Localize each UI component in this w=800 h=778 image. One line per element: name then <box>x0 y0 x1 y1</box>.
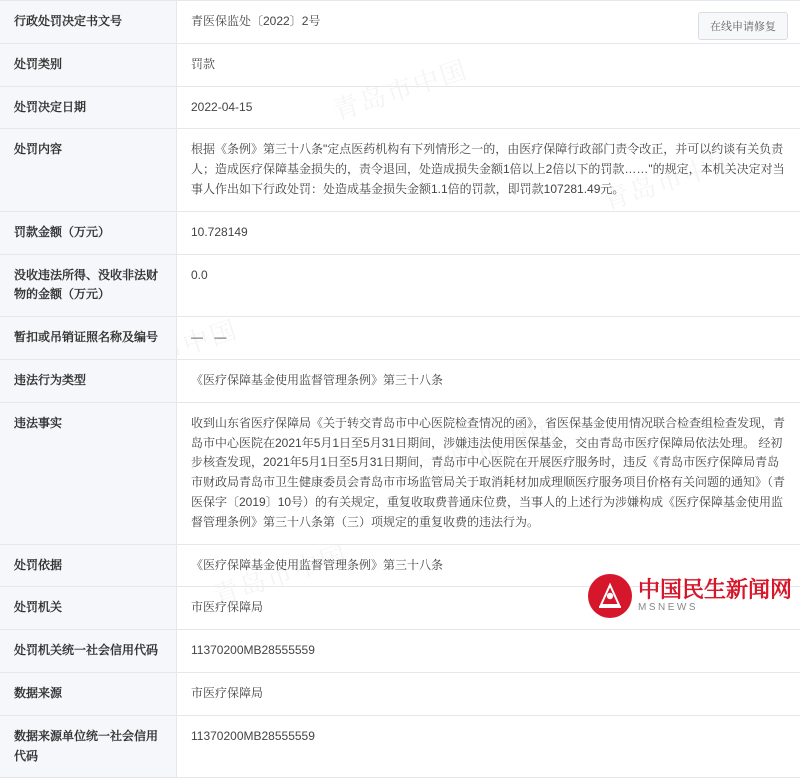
row-value: 根据《条例》第三十八条"定点医药机构有下列情形之一的，由医疗保障行政部门责令改正，并可以约谈有关负责人；造成医疗保障基金损失的，责令退回，处造成损失金额1倍以上2倍以下的罚款……"的规定，本机关决定对当事人作出如下行政处罚：处造成基金损失金额1.1倍的罚款，即罚款107281.49元。 <box>177 129 800 211</box>
table-row <box>0 211 800 254</box>
row-label: 处罚依据 <box>0 544 177 587</box>
row-label: 数据来源单位统一社会信用代码 <box>0 715 177 778</box>
row-value: 《医疗保障基金使用监督管理条例》第三十八条 <box>177 544 800 587</box>
row-value: 市医疗保障局 <box>177 587 800 630</box>
row-value: 10.728149 <box>177 211 800 254</box>
table-row <box>0 402 800 544</box>
row-value: 《医疗保障基金使用监督管理条例》第三十八条 <box>177 359 800 402</box>
site-logo <box>588 574 792 618</box>
row-value: 2022-04-15 <box>177 86 800 129</box>
row-label: 没收违法所得、没收非法财物的金额（万元） <box>0 254 177 317</box>
table-row <box>0 129 800 211</box>
table-row <box>0 254 800 317</box>
row-value: 11370200MB28555559 <box>177 715 800 778</box>
table-row <box>0 86 800 129</box>
row-label: 暂扣或吊销证照名称及编号 <box>0 317 177 360</box>
row-value: — — <box>177 317 800 360</box>
row-label: 数据来源 <box>0 672 177 715</box>
online-repair-apply-button[interactable]: 在线申请修复 <box>698 12 788 40</box>
table-row <box>0 630 800 673</box>
logo-text-en: MSNEWS <box>638 603 792 614</box>
table-row <box>0 43 800 86</box>
row-value: 收到山东省医疗保障局《关于转交青岛市中心医院检查情况的函》，省医保基金使用情况联合检查组检查发现，青岛市中心医院在2021年5月1日至5月31日期间，涉嫌违法使用医保基金，交由青岛市医疗保障局依法处理。 经初步核查发现，2021年5月1日至5月31日期间，青岛市中心医院在开展医疗服务时，违反《青岛市医疗保障局青岛市财政局青岛市卫生健康委员会青岛市市场监管局关于取消耗材加成理顺医疗服务项目价格有关问题的通知》（青医保字〔2019〕10号）的有关规定，重复收取费普通床位费，当事人的上述行为涉嫌构成《医疗保障基金使用监督管理条例》第三十八条第（三）项规定的重复收费的违法行为。 <box>177 402 800 544</box>
row-label: 处罚机关 <box>0 587 177 630</box>
logo-text-block <box>638 578 792 614</box>
row-value: 青医保监处〔2022〕2号 <box>177 1 800 44</box>
table-row <box>0 359 800 402</box>
row-label: 违法事实 <box>0 402 177 544</box>
row-value: 市医疗保障局 <box>177 672 800 715</box>
row-label: 罚款金额（万元） <box>0 211 177 254</box>
table-row <box>0 1 800 44</box>
row-label: 处罚机关统一社会信用代码 <box>0 630 177 673</box>
table-row <box>0 715 800 778</box>
table-row <box>0 317 800 360</box>
row-value: 0.0 <box>177 254 800 317</box>
row-label: 行政处罚决定书文号 <box>0 1 177 44</box>
row-value: 罚款 <box>177 43 800 86</box>
table-row <box>0 672 800 715</box>
logo-text-cn: 中国民生新闻网 <box>638 578 792 601</box>
row-label: 处罚类别 <box>0 43 177 86</box>
row-label: 处罚内容 <box>0 129 177 211</box>
penalty-info-body <box>0 1 800 778</box>
msnews-logo-icon <box>588 574 632 618</box>
row-value: 11370200MB28555559 <box>177 630 800 673</box>
row-label: 违法行为类型 <box>0 359 177 402</box>
row-label: 处罚决定日期 <box>0 86 177 129</box>
